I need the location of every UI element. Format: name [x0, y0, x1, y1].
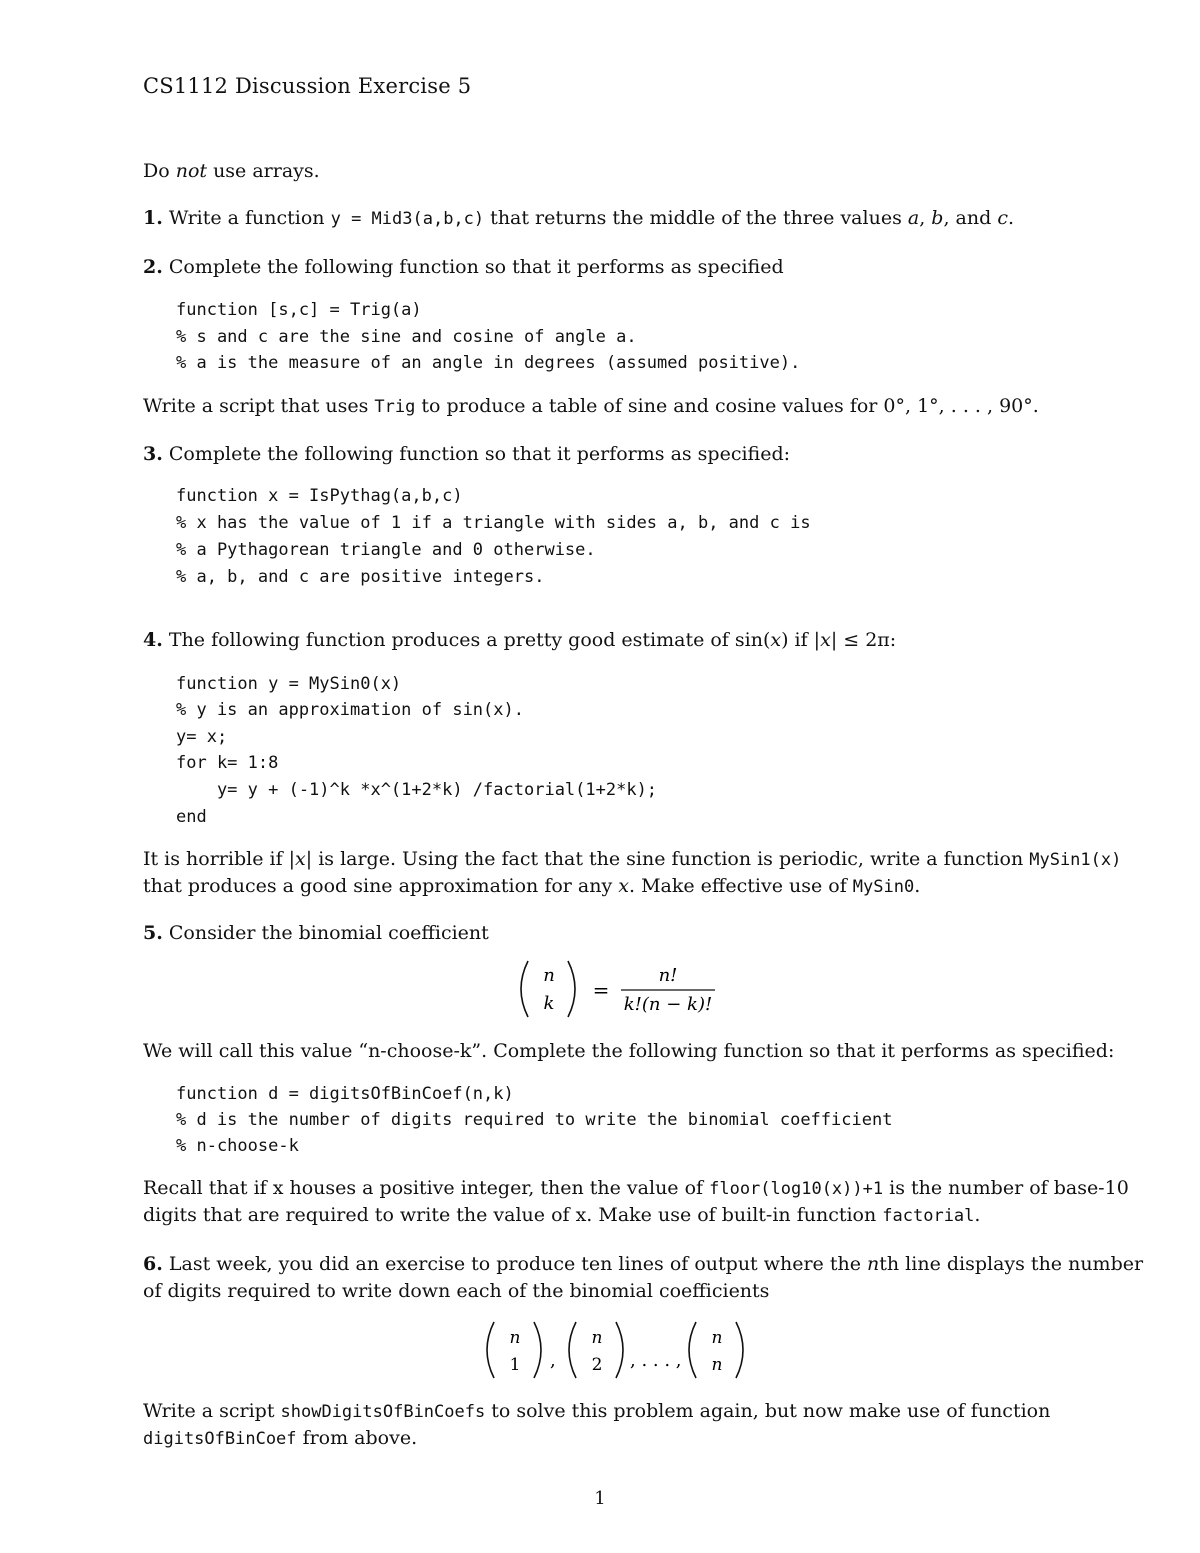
right-paren: [534, 1322, 541, 1378]
q1-sep1: ,: [919, 207, 932, 229]
right-paren: [568, 961, 575, 1017]
binom-n-bottom: n: [711, 1355, 723, 1375]
q1-sep2: , and: [943, 207, 998, 229]
q2-after-text: Write a script that uses: [143, 395, 375, 417]
q6-var-n: n: [867, 1253, 880, 1275]
q4-text-mid: ) if |: [781, 629, 821, 651]
q3-text: Complete the following function so that it performs as specified:: [168, 443, 791, 465]
q4-after1-code: MySin1(x): [1029, 850, 1122, 870]
q1-text-mid: that returns the middle of the three values: [484, 207, 908, 229]
q5-recall2-text: digits that are required to write the value of x. Make use of built-in function: [143, 1204, 883, 1226]
left-paren: [569, 1322, 576, 1378]
q4-after2-var-x: x: [618, 875, 629, 897]
q4-after-2: [143, 875, 920, 898]
q1-end: .: [1007, 207, 1015, 229]
fraction-denominator: k!(n − k)!: [623, 994, 713, 1015]
binom-bottom: k: [543, 993, 555, 1014]
q6-line-2: of digits required to write down each of the binomial coefficients: [143, 1280, 770, 1302]
q6-after1-text: Write a script: [143, 1400, 281, 1422]
binom-top: n: [543, 965, 555, 986]
page-number: 1: [594, 1488, 606, 1509]
q2-after-text-end: to produce a table of sine and cosine values for 0°, 1°, . . . , 90°.: [415, 395, 1039, 417]
left-paren: [521, 961, 528, 1017]
q2-after-code: Trig: [374, 397, 416, 417]
q4-after2-end: .: [914, 875, 921, 897]
q2-code-line: % s and c are the sine and cosine of angle a.: [176, 327, 637, 347]
q4-code-line: function y = MySin0(x): [176, 674, 402, 694]
q2-code-line: % a is the measure of an angle in degrees (assumed positive).: [176, 353, 801, 373]
q2-code-line: function [s,c] = Trig(a): [176, 300, 422, 320]
q6-after-1: [143, 1400, 1050, 1423]
q1-text: Write a function: [168, 207, 331, 229]
q1-var-b: b: [931, 207, 944, 229]
binom-1-bottom: 1: [509, 1355, 521, 1375]
q4-after1-var-x: x: [295, 848, 306, 870]
q4-after2-text-mid: . Make effective use of: [628, 875, 853, 897]
q1-code-y: y =: [330, 209, 372, 229]
q3-code-line: function x = IsPythag(a,b,c): [176, 486, 463, 506]
question-2-number: 2.: [143, 256, 163, 278]
question-3: [143, 443, 790, 465]
q6-text-end: th line displays the number: [879, 1253, 1144, 1275]
q6-after-2: [143, 1427, 417, 1450]
left-paren: [487, 1322, 494, 1378]
right-paren: [616, 1322, 623, 1378]
q4-code-line: % y is an approximation of sin(x).: [176, 700, 524, 720]
q1-code: Mid3(a,b,c): [371, 209, 485, 229]
q5-recall1-text: Recall that if x houses a positive integer, then the value of: [143, 1177, 710, 1199]
q3-code-line: % x has the value of 1 if a triangle with sides a, b, and c is: [176, 513, 811, 533]
q5-after: We will call this value “n-choose-k”. Complete the following function so that it performs as specified:: [143, 1040, 1115, 1062]
q1-var-c: c: [997, 207, 1008, 229]
question-2: [143, 256, 784, 278]
q5-recall1-code: floor(log10(x))+1: [709, 1179, 884, 1199]
ellipsis: , . . . ,: [630, 1350, 682, 1371]
question-1: [143, 207, 1014, 230]
q5-code-line: % n-choose-k: [176, 1136, 299, 1156]
q4-var-x2: x: [820, 629, 831, 651]
q4-code-line: end: [176, 807, 207, 827]
binom-2-top: n: [591, 1328, 603, 1348]
question-5: [143, 922, 489, 944]
q5-code-line: function d = digitsOfBinCoef(n,k): [176, 1084, 514, 1104]
question-4: [143, 629, 896, 651]
q6-after1-code: showDigitsOfBinCoefs: [280, 1402, 486, 1422]
comma: ,: [550, 1350, 556, 1371]
q2-text: Complete the following function so that it performs as specified: [168, 256, 784, 278]
left-paren: [689, 1322, 696, 1378]
q4-code-line: y= y + (-1)^k *x^(1+2*k) /factorial(1+2*k);: [176, 780, 658, 800]
binomial-sequence: [470, 1318, 760, 1384]
q5-code-line: % d is the number of digits required to write the binomial coefficient: [176, 1110, 893, 1130]
right-paren: [736, 1322, 743, 1378]
q5-recall2-end: .: [974, 1204, 981, 1226]
q5-text: Consider the binomial coefficient: [168, 922, 489, 944]
page-title: CS1112 Discussion Exercise 5: [143, 74, 472, 98]
equals-sign: =: [592, 978, 610, 1002]
question-5-number: 5.: [143, 922, 163, 944]
intro-emphasis: not: [175, 160, 208, 182]
q4-after-1: [143, 848, 1121, 871]
q5-recall2-code: factorial: [882, 1206, 975, 1226]
q6-text: Last week, you did an exercise to produce ten lines of output where the: [168, 1253, 868, 1275]
fraction-numerator: n!: [658, 965, 678, 986]
question-4-number: 4.: [143, 629, 163, 651]
q6-after2-text: from above.: [296, 1427, 418, 1449]
q6-after1-text-end: to solve this problem again, but now make use of function: [485, 1400, 1051, 1422]
q5-recall-1: [143, 1177, 1129, 1200]
q4-after1-text-mid: | is large. Using the fact that the sine function is periodic, write a function: [305, 848, 1030, 870]
question-6-number: 6.: [143, 1253, 163, 1275]
question-6: [143, 1253, 1143, 1275]
binom-2-bottom: 2: [591, 1355, 603, 1375]
binomial-equation: [500, 955, 740, 1025]
q3-code-line: % a, b, and c are positive integers.: [176, 567, 545, 587]
q4-after2-text: that produces a good sine approximation for any: [143, 875, 619, 897]
q4-text: The following function produces a pretty good estimate of sin(: [168, 629, 771, 651]
q2-after: [143, 395, 1039, 418]
intro-text: Do: [143, 160, 176, 182]
q4-text-end: | ≤ 2π:: [830, 629, 897, 651]
q4-after1-text: It is horrible if |: [143, 848, 296, 870]
q5-recall1-text-end: is the number of base-10: [883, 1177, 1129, 1199]
q5-recall-2: [143, 1204, 980, 1227]
intro-line: [143, 160, 320, 182]
q1-var-a: a: [907, 207, 920, 229]
q6-after2-code: digitsOfBinCoef: [143, 1429, 297, 1449]
binom-n-top: n: [711, 1328, 723, 1348]
q3-code-line: % a Pythagorean triangle and 0 otherwise.: [176, 540, 596, 560]
q4-code-line: y= x;: [176, 727, 228, 747]
q4-after2-code: MySin0: [852, 877, 915, 897]
q4-var-x: x: [770, 629, 782, 651]
intro-text-end: use arrays.: [207, 160, 320, 182]
question-1-number: 1.: [143, 207, 163, 229]
q4-code-line: for k= 1:8: [176, 753, 279, 773]
binom-1-top: n: [509, 1328, 521, 1348]
question-3-number: 3.: [143, 443, 163, 465]
